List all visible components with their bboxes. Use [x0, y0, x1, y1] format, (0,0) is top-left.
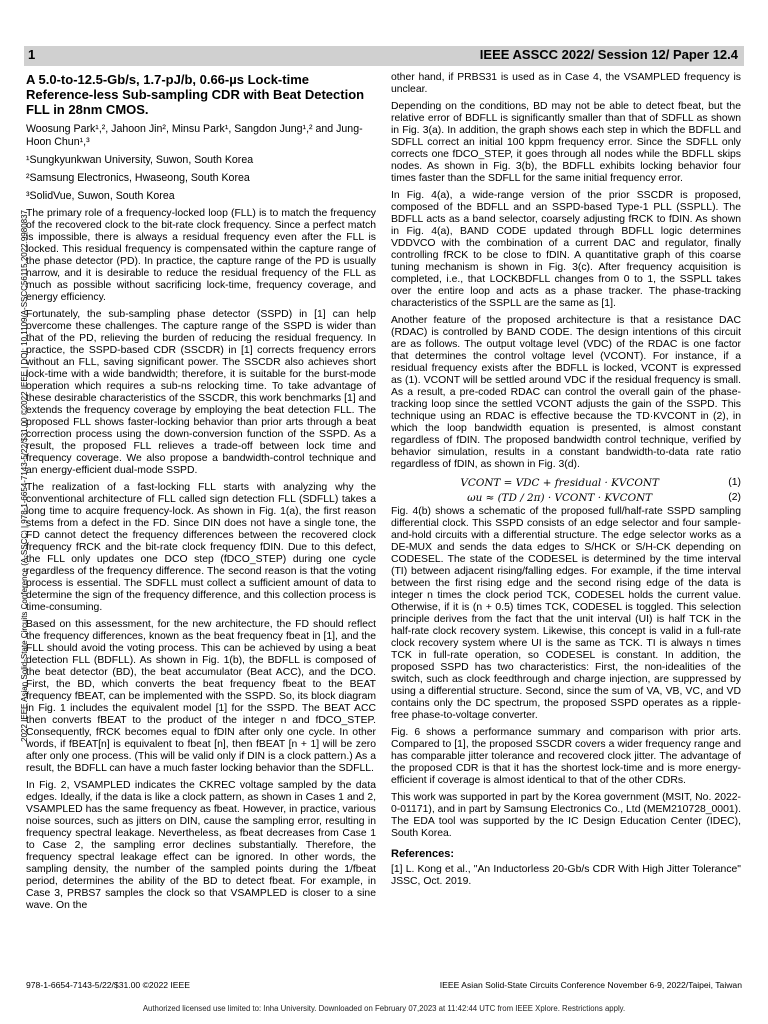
- body-paragraph: Another feature of the proposed architecture is that a resistance DAC (RDAC) is controlled by BAND CODE. The design intentions of this circuit are as follows. The output voltage level (VDC) of the RDAC is one factor that determines the control voltage level (VCONT). For instance, if a residual frequency exists after the BDFLL is locked, VCONT is expressed as (1). VCONT will be settled around VDC if the residual frequency is small. As a result, a pre-coded RDAC can control the overall gain of the phase-tracking loop since the settled VCONT adjusts the gain of the SSPD. This technique using an RDAC is effective because the TD·KVCONT in (2), in which the loop bandwidth equation is presented, is almost constant regardless of fDIN. The proposed bandwidth control technique, verified by behavior simulation, results in a constant bandwidth-to-data rate ratio regardless of fDIN, as shown in Fig. 3(d).: [391, 315, 741, 470]
- header-title: IEEE ASSCC 2022/ Session 12/ Paper 12.4: [479, 47, 738, 62]
- page-number: 1: [28, 47, 36, 62]
- sidebar-citation-text: 2022 IEEE Asian Solid-State Circuits Conference (A-SSCC) | 978-1-6654-7143-5/22/$31.00 ©2022 IEEE | DOI: 10.1109/A-SSCC56115.2022.9980837: [20, 210, 29, 742]
- references-heading: References:: [391, 848, 454, 860]
- body-paragraph: In Fig. 4(a), a wide-range version of the prior SSCDR is proposed, composed of the BDFLL and an SSPD-based Type-1 PLL (SSPLL). The BDFLL acts as a band selector, coarsely adjusting fRCK to fDIN. As shown in Fig. 4(a), BAND CODE updated through BDFLL logic determines VDDVCO with the combination of a current DAC and regulator, finally controlling fRCK to be close to fDIN. A quantitative graph of this coarse tuning mechanism is shown in Fig. 3(c). After frequency acquisition is completed, i.e., that LOCKBDFLL changes from 0 to 1, the SSPLL takes over the entire loop and acts as a phase tracker. The phase-tracking characteristics of the SSPLL are the same as [1].: [391, 190, 741, 309]
- body-paragraph: Based on this assessment, for the new architecture, the FD should reflect the frequency differences, known as the beat frequency fbeat in [1], and the FLL should avoid the voting process. This can be achieved by using a beat detection FLL (BDFLL). As shown in Fig. 1(b), the BDFLL is composed of the beat detector (BD), the beat accumulator (Beat ACC), and the DCO. First, the BD, which converts the beat frequency fbeat to the BEAT frequency fBEAT, can be implemented with the SSPD. So, its block diagram in Fig. 1 includes the equivalent model [1] for the SSPD. The BEAT ACC then converts fBEAT to the product of the integer n and fDCO_STEP. Consequently, fRCK becomes equal to fDIN after only one cycle. In other words, if fBEAT[n] is equivalent to fbeat [n], then fBEAT [n + 1] will be zero after only one process. (This will be valid only if DIN is a clock pattern.) As a result, the BDFLL can have a much faster locking behavior than the SDFLL.: [26, 619, 376, 774]
- header-bar: [24, 46, 744, 66]
- footer-conference: IEEE Asian Solid-State Circuits Conference November 6-9, 2022/Taipei, Taiwan: [439, 980, 742, 990]
- body-paragraph: Fig. 6 shows a performance summary and comparison with prior arts. Compared to [1], the proposed SSCDR covers a wider frequency range and has comparable jitter tolerance and recovered clock jitter. The advantage of the proposed CDR is that it has the shortest lock-time and is more energy-efficient if coverage is almost identical to that of the other CDRs.: [391, 727, 741, 786]
- body-paragraph: The primary role of a frequency-locked loop (FLL) is to match the frequency of the recovered clock to the bit-rate clock frequency. Since a perfect match is impossible, there is always a residual frequency even after the FLL is locked. This residual frequency is compensated within the capture range of the phase detector (PD). In practice, the capture range of the PD is usually narrow, and it is desirable to reduce the residual frequency of the FLL as much as possible without sacrificing lock-time, frequency coverage, and energy efficiency.: [26, 208, 376, 303]
- equation-formula: VCONT = VDC + fresidual · KVCONT: [460, 477, 659, 489]
- equation-number: (2): [728, 492, 741, 503]
- author-list: Woosung Park¹,², Jahoon Jin², Minsu Park¹, Sangdon Jung¹,² and Jung-Hoon Chun¹,³: [26, 123, 363, 148]
- paper-title: A 5.0-to-12.5-Gb/s, 1.7-pJ/b, 0.66-µs Lock-time Reference-less Sub-sampling CDR with Beat Detection FLL in 28nm CMOS.: [26, 72, 365, 117]
- equation-formula: ωu ≈ (TD / 2π) · VCONT · KVCONT: [467, 492, 653, 504]
- body-paragraph: In Fig. 2, VSAMPLED indicates the CKREC voltage sampled by the data edges. Ideally, if the data is like a clock pattern, as shown in Cases 1 and 2, VSAMPLED has the same frequency as fbeat. However, in practice, various noise sources, such as jitters on DIN, cause the sampling error, resulting in frequency spectral leakage. Nevertheless, as fbeat decreases from Case 1 to Case 2, the sampling error declines substantially. Therefore, the frequency spectral leakage effect can be ignored. In other words, the sampling density, the number of the sampled points during the 1/fbeat period, determines the ability of the BD to detect fbeat. For example, in Case 3, PRBS7 samples the clock so that VSAMPLED is closer to a sine wave. On the: [26, 780, 376, 911]
- body-paragraph: Depending on the conditions, BD may not be able to detect fbeat, but the relative error of BDFLL is significantly smaller than that of SDFLL as shown in Fig. 3(a). In addition, the graph shows each step in which the BDFLL and SDFLL correct an initial 100 kppm frequency error. Since the SDFLL only corrects one fDCO_STEP, it goes through all nodes while the BDFLL skips nodes. As shown in Fig. 3(b), the BDFLL exhibits locking behavior four times faster than the SDFLL for the same initial frequency error.: [391, 101, 741, 184]
- body-paragraph: Fortunately, the sub-sampling phase detector (SSPD) in [1] can help overcome these challenges. The capture range of the SSPD is wider than that of the PD, relieving the burden of reducing the residual frequency. In practice, the SSPD-based CDR (SSCDR) in [1] corrects frequency errors without an FLL, saving significant power. The SSCDR also achieves short lock-time with a wide bandwidth; therefore, it is suitable for the burst-mode operation which requires a sub-ns relocking time. To take advantage of these desirable characteristics of the SSCDR, this work benchmarks [1] and extends the frequency coverage by employing the beat detection FLL. The proposed FLL shows faster-locking behavior than prior arts through a beat correction process using the down-conversion function of the SSPD. As a result, the proposed FLL relieves a trade-off between lock time and frequency coverage. We also propose a bandwidth-control technique and an energy-efficient dual-mode SSPD.: [26, 309, 376, 476]
- reference-item: [1] L. Kong et al., "An Inductorless 20-Gb/s CDR With High Jitter Tolerance" JSSC, Oct. 2019.: [391, 864, 741, 887]
- sidebar-citation: [4, 210, 29, 1010]
- equation: [391, 491, 741, 505]
- equation-number: (1): [728, 477, 741, 488]
- left-column: [26, 72, 376, 917]
- authorization-notice: Authorized licensed use limited to: Inha University. Downloaded on February 07,2023 at 11:42:44 UTC from IEEE Xplore. Restrictions apply.: [142, 1004, 626, 1013]
- footer-copyright: 978-1-6654-7143-5/22/$31.00 ©2022 IEEE: [26, 980, 191, 990]
- right-column: [391, 72, 741, 893]
- affiliation: ¹Sungkyunkwan University, Suwon, South Korea: [26, 154, 254, 166]
- body-paragraph: The realization of a fast-locking FLL starts with analyzing why the conventional architecture of FLL called sign detection FLL (SDFLL) takes a long time to acquire frequency-lock. As shown in Fig. 1(a), the first reason stems from a defect in the FD. Since DIN does not have a single tone, the FD cannot detect the frequency differences between the recovered clock frequency fRCK and the bit-rate clock frequency fDIN. Due to this defect, the FLL only updates one DCO step (fDCO_STEP) during one cycle regardless of the frequency difference. The second reason is that the voting process is essential. The SDFLL must collect a sufficient amount of data to determine the sign of the frequency difference, and this collection process is time-consuming.: [26, 482, 376, 613]
- affiliation: ³SolidVue, Suwon, South Korea: [26, 190, 175, 202]
- body-paragraph: Fig. 4(b) shows a schematic of the proposed full/half-rate SSPD sampling differential clock. This SSPD consists of an edge selector and four sample-and-hold circuits with a differential structure. The edge selector works as a DE-MUX and sends the data edges to S/HCK or S/H-CK depending on CODESEL. The state of the CODESEL is determined by the time interval (TI) between adjacent rising/falling edges. For example, if the time interval between the first rising edge and the second rising edge of the data is integer n times the clock period TCK, CODESEL holds the current value. Otherwise, if it is (n + 0.5) times TCK, CODESEL is toggled. This selection principle derives from the fact that the unit interval (UI) is half TCK in the half-rate clock recovery system. Likewise, this concept is valid in a full-rate clock recovery system where UI is the same as TCK. TI is always n times TCK in full-rate operation, so CODESEL is constant. In addition, the proposed SSPD has two characteristics: First, the non-idealities of the switch, such as clock feedthrough and charge injection, are suppressed by using a differential structure. Second, since the sum of VA, VB, VC, and VD contains only the DC spectrum, the proposed SSPD operates as a ripple-free phase-to-voltage converter.: [391, 506, 741, 721]
- body-paragraph: other hand, if PRBS31 is used as in Case 4, the VSAMPLED frequency is unclear.: [391, 72, 741, 95]
- affiliation: ²Samsung Electronics, Hwaseong, South Korea: [26, 172, 250, 184]
- acknowledgment-paragraph: This work was supported in part by the Korea government (MSIT, No. 2022-0-01171), and in part by Samsung Electronics Co., Ltd (MEM210728_0001). The EDA tool was supported by the IC Design Education Center (IDEC), South Korea.: [391, 792, 741, 839]
- equation: [391, 476, 741, 490]
